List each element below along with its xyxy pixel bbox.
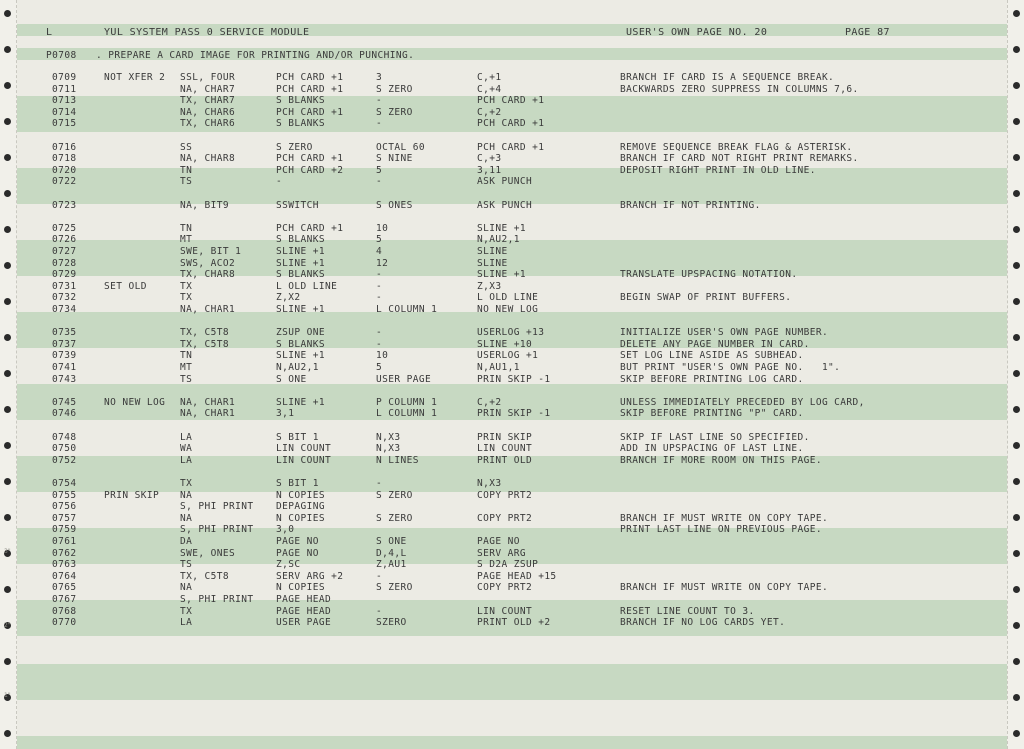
line-operand-3: N,X3 [477,478,502,489]
line-number: 0735 [52,327,77,339]
listing-line [0,292,1024,304]
line-opcode: TX [180,292,193,304]
listing-line [0,548,1024,560]
line-remark: BRANCH IF NO LOG CARDS YET. [620,617,786,629]
line-operand-3: C,+2 [477,396,502,408]
listing-line [0,165,1024,177]
line-operand-2: 10 [376,222,389,234]
line-number: 0770 [52,617,77,629]
line-remark: REMOVE SEQUENCE BREAK FLAG & ASTERISK. [620,141,853,153]
line-operand-1: SLINE +1 [276,257,325,269]
line-operand-2: S NINE [376,153,413,165]
listing-line [0,513,1024,525]
line-number: 0715 [52,118,77,130]
line-operand-2: - [376,478,383,489]
line-operand-2: 5 [376,362,383,373]
line-operand-3: PRINT OLD +2 [477,617,551,629]
line-operand-1: - [276,176,283,188]
line-operand-3: PCH CARD +1 [477,141,545,153]
line-number: 0748 [52,431,77,443]
sprocket-hole [1013,10,1020,17]
line-number: 0726 [52,234,77,246]
line-number: 0762 [52,547,77,559]
line-operand-3: NO NEW LOG [477,304,539,315]
line-opcode: TS [180,559,193,571]
line-remark: DELETE ANY PAGE NUMBER IN CARD. [620,338,810,350]
line-opcode: NA, CHAR1 [180,408,236,420]
line-operand-3: ASK PUNCH [477,199,533,211]
line-operand-1: PAGE HEAD [276,605,332,617]
line-number: 0755 [52,489,77,501]
line-opcode: S, PHI PRINT [180,524,254,536]
line-number: 0722 [52,176,77,188]
margin-mark-1in: 1" [4,692,11,699]
line-opcode: S, PHI PRINT [180,594,254,605]
line-opcode: TX, CHAR7 [180,95,236,107]
line-operand-2: 12 [376,257,389,269]
line-operand-1: PAGE NO [276,547,319,559]
line-operand-2: S ZERO [376,106,413,118]
line-remark: SET LOG LINE ASIDE AS SUBHEAD. [620,350,804,362]
line-operand-3: Z,X3 [477,280,502,292]
listing-line [0,188,1024,200]
listing-line [0,339,1024,351]
line-operand-3: C,+2 [477,106,502,118]
listing-line [0,269,1024,281]
line-remark: BRANCH IF CARD NOT RIGHT PRINT REMARKS. [620,153,859,165]
line-operand-2: - [376,280,383,292]
line-opcode: NA [180,582,193,594]
listing-line [0,490,1024,502]
line-operand-2: USER PAGE [376,373,432,385]
listing-line [0,559,1024,571]
line-operand-3: LIN COUNT [477,605,533,617]
listing-line [0,223,1024,235]
margin-mark-3in: 3" [4,548,11,555]
line-operand-3: COPY PRT2 [477,489,533,501]
line-operand-2: SZERO [376,617,407,629]
line-operand-2: N,X3 [376,431,401,443]
line-operand-2: - [376,176,383,188]
line-number: 0734 [52,304,77,315]
line-operand-3: PRIN SKIP -1 [477,408,551,420]
line-operand-1: S BIT 1 [276,431,319,443]
line-operand-3: SLINE [477,257,508,269]
line-number: 0743 [52,373,77,385]
listing-line [0,397,1024,409]
line-operand-3: PAGE NO [477,536,520,547]
listing-line [0,582,1024,594]
listing-line [0,327,1024,339]
line-remark: BRANCH IF MUST WRITE ON COPY TAPE. [620,512,829,524]
line-operand-1: SLINE +1 [276,350,325,362]
line-operand-2: - [376,95,383,107]
line-operand-3: USERLOG +13 [477,327,545,339]
line-number: 0761 [52,536,77,547]
line-operand-1: S BLANKS [276,118,325,130]
line-opcode: DA [180,536,193,547]
listing-line [0,571,1024,583]
line-opcode: S, PHI PRINT [180,501,254,513]
line-opcode: TX, C5T8 [180,338,229,350]
listing-line [0,72,1024,84]
line-number: 0709 [52,72,77,83]
line-label: PRIN SKIP [104,489,160,501]
listing-line [0,130,1024,142]
line-operand-3: SERV ARG [477,547,526,559]
sprocket-hole [1013,658,1020,665]
line-operand-2: - [376,118,383,130]
line-operand-1: LIN COUNT [276,454,332,466]
line-operand-1: PCH CARD +1 [276,83,344,95]
line-operand-3: 3,11 [477,164,502,176]
page-header [0,27,1024,39]
line-operand-1: S BLANKS [276,95,325,107]
line-operand-1: SSWITCH [276,199,319,211]
line-number: 0757 [52,512,77,524]
greenbar-band [17,736,1007,749]
line-number: 0764 [52,570,77,582]
line-operand-2: - [376,338,383,350]
line-label: NOT XFER 2 [104,72,166,83]
line-number: 0729 [52,269,77,281]
line-number: 0731 [52,280,77,292]
line-remark: RESET LINE COUNT TO 3. [620,605,755,617]
line-opcode: TN [180,222,193,234]
line-operand-2: Z,AU1 [376,559,407,571]
line-opcode: TX, CHAR6 [180,118,236,130]
listing-line [0,304,1024,316]
line-operand-1: DEPAGING [276,501,325,513]
line-opcode: TX, C5T8 [180,570,229,582]
line-operand-3: C,+3 [477,153,502,165]
line-operand-2: N LINES [376,454,419,466]
line-operand-1: Z,SC [276,559,301,571]
line-operand-2: S ZERO [376,83,413,95]
line-operand-1: SLINE +1 [276,246,325,257]
line-number: 0754 [52,478,77,489]
line-operand-1: N,AU2,1 [276,362,319,373]
listing-line [0,385,1024,397]
line-operand-2: S ZERO [376,489,413,501]
line-remark: BRANCH IF CARD IS A SEQUENCE BREAK. [620,72,835,83]
header-title: YUL SYSTEM PASS 0 SERVICE MODULE [104,27,310,38]
line-number: 0759 [52,524,77,536]
line-opcode: TN [180,350,193,362]
sprocket-hole [4,658,11,665]
line-operand-3: L OLD LINE [477,292,539,304]
line-label: NO NEW LOG [104,396,166,408]
line-number: 0711 [52,83,77,95]
line-opcode: SWS, ACO2 [180,257,236,269]
greenbar-band [17,664,1007,700]
line-opcode: SSL, FOUR [180,72,236,83]
line-remark: DEPOSIT RIGHT PRINT IN OLD LINE. [620,164,816,176]
listing-line [0,176,1024,188]
line-operand-3: SLINE +1 [477,222,526,234]
line-number: 0713 [52,95,77,107]
line-operand-2: N,X3 [376,443,401,455]
line-operand-3: N,AU2,1 [477,234,520,246]
line-operand-1: ZSUP ONE [276,327,325,339]
line-opcode: TN [180,164,193,176]
line-opcode: TX [180,478,193,489]
line-operand-3: S D2A ZSUP [477,559,539,571]
line-opcode: TS [180,176,193,188]
line-opcode: NA, CHAR1 [180,304,236,315]
line-operand-1: PAGE HEAD [276,594,332,605]
line-operand-3: PRINT OLD [477,454,533,466]
line-remark: BACKWARDS ZERO SUPPRESS IN COLUMNS 7,6. [620,83,859,95]
line-number: 0737 [52,338,77,350]
line-operand-2: S ZERO [376,512,413,524]
line-remark: BEGIN SWAP OF PRINT BUFFERS. [620,292,792,304]
line-number: 0727 [52,246,77,257]
line-number: 0720 [52,164,77,176]
line-operand-2: S ONE [376,536,407,547]
section-text: . PREPARE A CARD IMAGE FOR PRINTING AND/OR PUNCHING. [96,50,415,61]
listing-line [0,95,1024,107]
line-operand-3: C,+4 [477,83,502,95]
line-operand-1: S BLANKS [276,234,325,246]
line-operand-1: PCH CARD +2 [276,164,344,176]
line-number: 0725 [52,222,77,234]
line-operand-3: C,+1 [477,72,502,83]
line-operand-1: PCH CARD +1 [276,72,344,83]
line-opcode: SWE, BIT 1 [180,246,242,257]
line-operand-3: SLINE +1 [477,269,526,281]
listing-line [0,420,1024,432]
line-operand-3: PCH CARD +1 [477,118,545,130]
line-operand-1: SLINE +1 [276,304,325,315]
line-operand-2: - [376,605,383,617]
line-operand-1: LIN COUNT [276,443,332,455]
line-number: 0768 [52,605,77,617]
line-remark: BUT PRINT "USER'S OWN PAGE NO. 1". [620,362,841,373]
line-number: 0714 [52,106,77,118]
line-operand-2: P COLUMN 1 [376,396,438,408]
line-operand-2: S ZERO [376,582,413,594]
section-heading [0,50,1024,62]
sprocket-hole [1013,694,1020,701]
line-remark: ADD IN UPSPACING OF LAST LINE. [620,443,804,455]
listing-line [0,362,1024,374]
line-remark: SKIP BEFORE PRINTING "P" CARD. [620,408,804,420]
line-operand-1: N COPIES [276,512,325,524]
line-operand-2: 10 [376,350,389,362]
line-opcode: NA, CHAR6 [180,106,236,118]
line-opcode: SWE, ONES [180,547,236,559]
listing-line [0,478,1024,490]
listing-line [0,524,1024,536]
line-opcode: NA, BIT9 [180,199,229,211]
line-number: 0746 [52,408,77,420]
line-remark: SKIP IF LAST LINE SO SPECIFIED. [620,431,810,443]
line-operand-2: S ONES [376,199,413,211]
line-operand-2: 5 [376,164,383,176]
line-operand-1: SLINE +1 [276,396,325,408]
listing-line [0,84,1024,96]
line-remark: BRANCH IF MORE ROOM ON THIS PAGE. [620,454,822,466]
line-operand-2: - [376,292,383,304]
line-opcode: TS [180,373,193,385]
line-operand-2: OCTAL 60 [376,141,425,153]
line-opcode: TX [180,280,193,292]
line-operand-1: S ONE [276,373,307,385]
line-operand-2: - [376,327,383,339]
line-operand-1: PCH CARD +1 [276,106,344,118]
line-number: 0756 [52,501,77,513]
line-operand-3: PAGE HEAD +15 [477,570,557,582]
line-operand-1: Z,X2 [276,292,301,304]
line-operand-3: ASK PUNCH [477,176,533,188]
line-number: 0723 [52,199,77,211]
listing-line [0,443,1024,455]
listing-line [0,234,1024,246]
line-operand-1: SERV ARG +2 [276,570,344,582]
line-operand-3: USERLOG +1 [477,350,539,362]
listing-line [0,142,1024,154]
line-number: 0739 [52,350,77,362]
line-opcode: NA, CHAR7 [180,83,236,95]
header-left-mark: L [46,27,53,38]
line-operand-1: N COPIES [276,582,325,594]
line-operand-1: USER PAGE [276,617,332,629]
line-number: 0765 [52,582,77,594]
listing-line [0,594,1024,606]
line-operand-1: S ZERO [276,141,313,153]
line-operand-3: COPY PRT2 [477,512,533,524]
listing-line [0,501,1024,513]
margin-mark-2in: 2" [4,622,11,629]
line-remark: SKIP BEFORE PRINTING LOG CARD. [620,373,804,385]
listing-line [0,617,1024,629]
section-location: P0708 [46,50,77,61]
listing-line [0,350,1024,362]
line-opcode: TX, CHAR8 [180,269,236,281]
line-operand-2: L COLUMN 1 [376,304,438,315]
listing-line [0,118,1024,130]
listing-line [0,432,1024,444]
line-operand-3: PRIN SKIP [477,431,533,443]
line-opcode: NA [180,489,193,501]
line-number: 0732 [52,292,77,304]
line-operand-3: COPY PRT2 [477,582,533,594]
line-remark: BRANCH IF NOT PRINTING. [620,199,761,211]
line-operand-1: PCH CARD +1 [276,153,344,165]
line-opcode: NA, CHAR1 [180,396,236,408]
line-opcode: LA [180,431,193,443]
line-opcode: TX, C5T8 [180,327,229,339]
line-remark: INITIALIZE USER'S OWN PAGE NUMBER. [620,327,829,339]
header-users-page: USER'S OWN PAGE NO. 20 [626,27,768,38]
header-page-number: PAGE 87 [845,27,890,38]
listing-line [0,246,1024,258]
line-operand-1: 3,1 [276,408,295,420]
line-number: 0728 [52,257,77,269]
line-operand-2: D,4,L [376,547,407,559]
line-operand-3: N,AU1,1 [477,362,520,373]
line-number: 0752 [52,454,77,466]
listing-line [0,211,1024,223]
line-operand-1: S BIT 1 [276,478,319,489]
listing-line [0,107,1024,119]
line-operand-1: S BLANKS [276,338,325,350]
line-number: 0750 [52,443,77,455]
line-remark: PRINT LAST LINE ON PREVIOUS PAGE. [620,524,822,536]
line-number: 0745 [52,396,77,408]
sprocket-hole [4,10,11,17]
line-operand-1: PAGE NO [276,536,319,547]
line-operand-2: 3 [376,72,383,83]
line-operand-1: 3,0 [276,524,295,536]
line-operand-1: L OLD LINE [276,280,338,292]
line-operand-3: LIN COUNT [477,443,533,455]
line-operand-2: L COLUMN 1 [376,408,438,420]
line-remark: BRANCH IF MUST WRITE ON COPY TAPE. [620,582,829,594]
line-opcode: SS [180,141,193,153]
line-operand-2: - [376,269,383,281]
line-number: 0718 [52,153,77,165]
line-operand-3: SLINE [477,246,508,257]
sprocket-hole [4,730,11,737]
line-operand-3: PRIN SKIP -1 [477,373,551,385]
listing-line [0,606,1024,618]
line-opcode: TX [180,605,193,617]
line-operand-1: PCH CARD +1 [276,222,344,234]
listing-line [0,281,1024,293]
line-remark: UNLESS IMMEDIATELY PRECEDED BY LOG CARD, [620,396,865,408]
line-operand-3: PCH CARD +1 [477,95,545,107]
line-operand-1: S BLANKS [276,269,325,281]
listing-line [0,408,1024,420]
listing-line [0,153,1024,165]
line-operand-2: - [376,570,383,582]
line-opcode: NA [180,512,193,524]
listing-line [0,466,1024,478]
line-operand-3: SLINE +10 [477,338,533,350]
line-number: 0763 [52,559,77,571]
line-label: SET OLD [104,280,147,292]
line-opcode: LA [180,617,193,629]
listing-line [0,455,1024,467]
line-opcode: MT [180,234,193,246]
line-number: 0767 [52,594,77,605]
sprocket-hole [1013,730,1020,737]
line-opcode: MT [180,362,193,373]
listing-line [0,258,1024,270]
line-opcode: LA [180,454,193,466]
line-number: 0741 [52,362,77,373]
line-number: 0716 [52,141,77,153]
line-operand-1: N COPIES [276,489,325,501]
listing-line [0,536,1024,548]
listing-line [0,200,1024,212]
line-remark: TRANSLATE UPSPACING NOTATION. [620,269,798,281]
listing-line [0,316,1024,328]
line-operand-2: 4 [376,246,383,257]
line-operand-2: 5 [376,234,383,246]
listing-line [0,374,1024,386]
line-opcode: NA, CHAR8 [180,153,236,165]
line-opcode: WA [180,443,193,455]
